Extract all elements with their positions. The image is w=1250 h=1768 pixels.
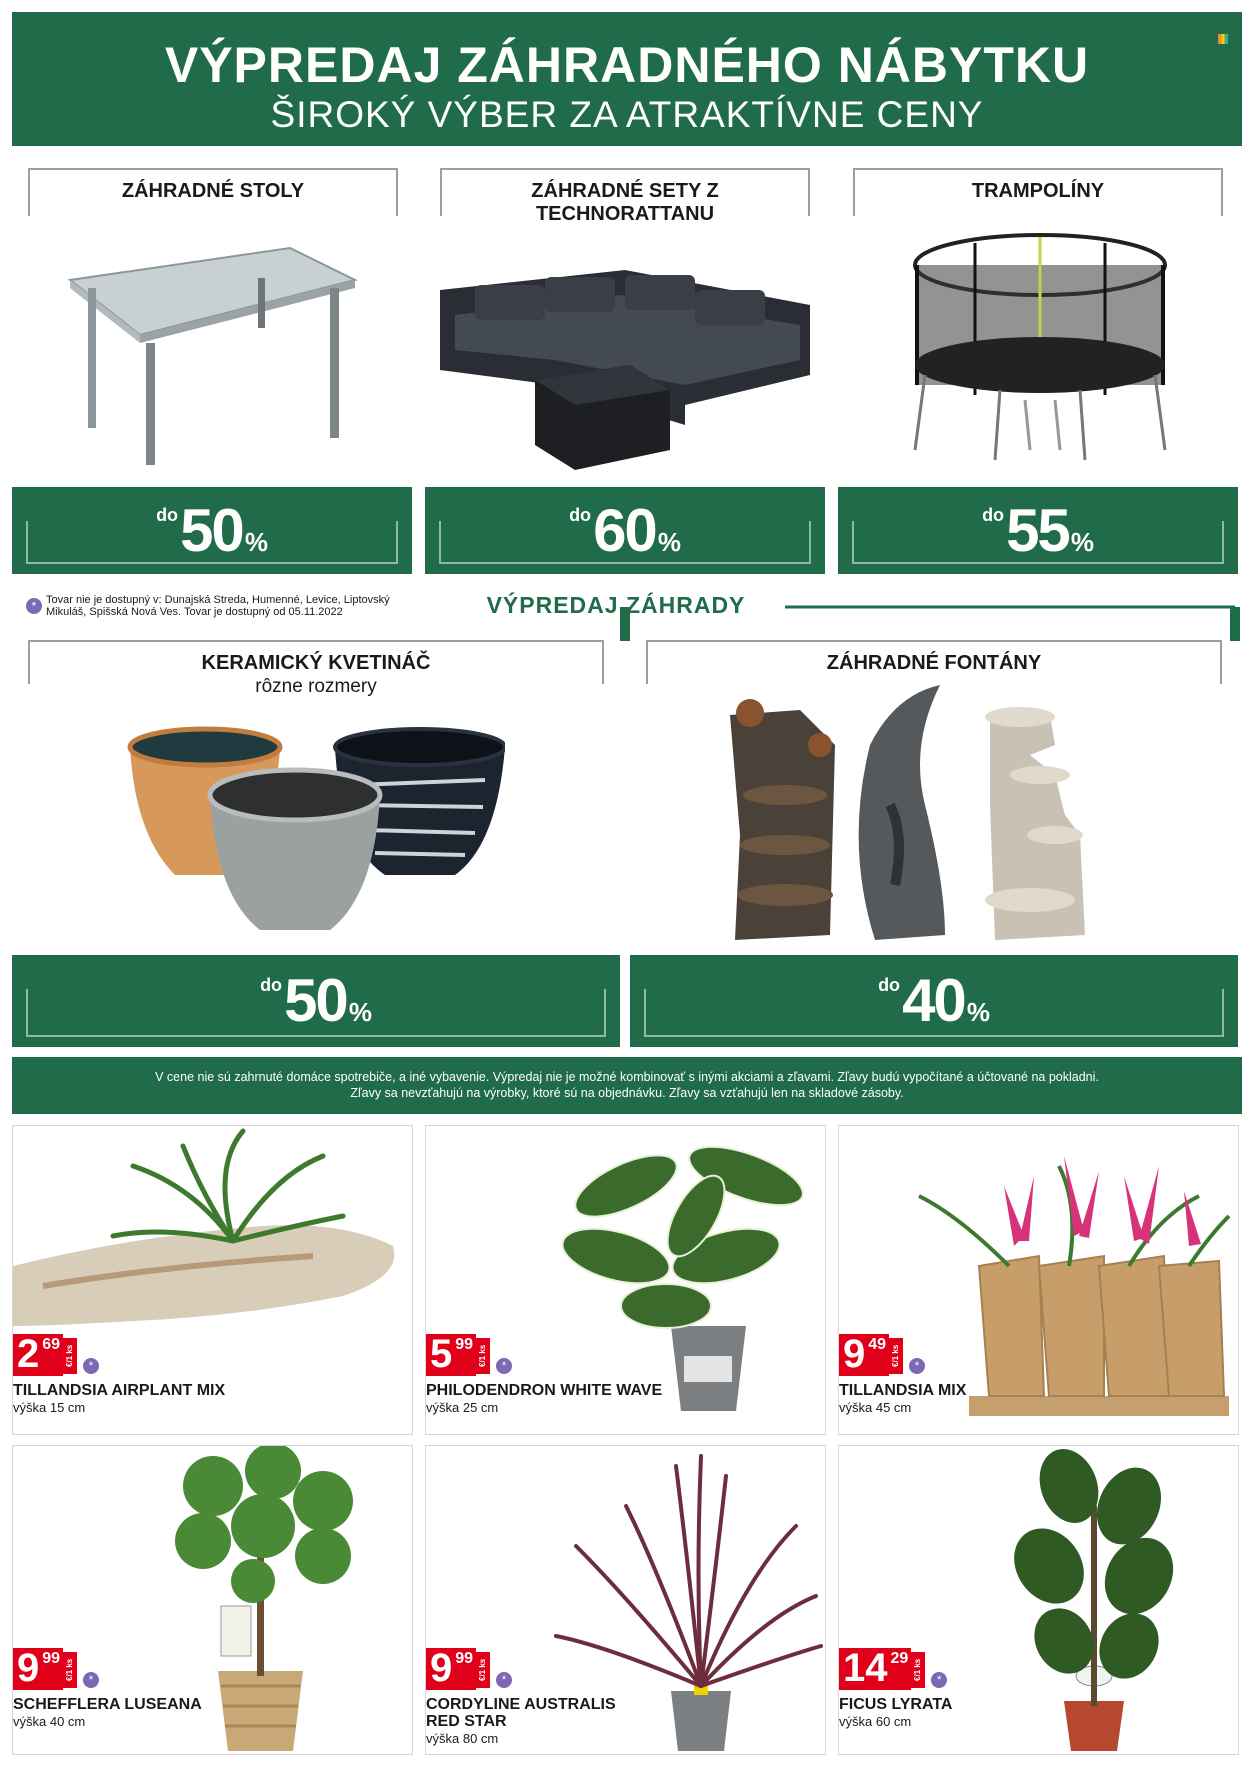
product-height: výška 40 cm: [13, 1714, 86, 1729]
terms-info-bar: [12, 1057, 1242, 1114]
price-tag: [13, 1648, 99, 1690]
price-integer: 9: [426, 1648, 454, 1690]
star-icon: *: [496, 1672, 512, 1688]
star-icon: *: [931, 1672, 947, 1688]
product-name: SCHEFFLERA LUSEANA: [13, 1696, 202, 1713]
price-integer: 9: [839, 1334, 867, 1376]
product-card-philodendron: [425, 1125, 826, 1435]
garden-section-title: VÝPREDAJ ZÁHRADY: [486, 592, 746, 618]
price-cents: 49: [868, 1336, 887, 1353]
category-title-tables: ZÁHRADNÉ STOLY: [28, 168, 398, 216]
price-tag: [839, 1334, 925, 1376]
price-unit: €/1 ks: [476, 1338, 490, 1374]
discount-value: 55: [1006, 497, 1069, 564]
price-cents: 99: [455, 1336, 474, 1353]
country-flag-icon: [1218, 34, 1228, 44]
discount-value: 60: [593, 497, 656, 564]
discount-box-tables: do50%: [12, 487, 412, 574]
star-icon: *: [83, 1358, 99, 1374]
product-card-tillandsia-airplant: [12, 1125, 413, 1435]
product-height: výška 80 cm: [426, 1731, 499, 1746]
trampoline-image: [905, 225, 1175, 465]
price-integer: 2: [13, 1334, 41, 1376]
page-title: VÝPREDAJ ZÁHRADNÉHO NÁBYTKU: [164, 37, 1090, 93]
price-cents: 29: [890, 1650, 909, 1667]
category-title-fountains: ZÁHRADNÉ FONTÁNY: [646, 640, 1222, 684]
price-cents: 99: [455, 1650, 474, 1667]
philodendron-image: [426, 1126, 826, 1426]
product-card-schefflera: [12, 1445, 413, 1755]
availability-note: Tovar nie je dostupný v: Dunajská Streda, Humenné, Levice, Liptovský Mikuláš, Spišská Nová Ves. Tovar je dostupný od 05.11.2022: [46, 594, 390, 618]
product-height: výška 60 cm: [839, 1714, 912, 1729]
discount-box-trampolines: do55%: [838, 487, 1238, 574]
price-tag: [426, 1334, 512, 1376]
price-cents: 99: [42, 1650, 61, 1667]
price-tag: [426, 1648, 512, 1690]
discount-box-rattan-sets: do60%: [425, 487, 825, 574]
product-name: TILLANDSIA MIX: [839, 1382, 967, 1399]
price-integer: 9: [13, 1648, 41, 1690]
discount-box-fountains: do40%: [630, 955, 1238, 1047]
header-banner: [12, 12, 1242, 146]
note-star-icon: *: [26, 598, 42, 614]
price-cents: 69: [42, 1336, 61, 1353]
price-tag: [839, 1648, 947, 1690]
product-name: CORDYLINE AUSTRALIS RED STAR: [426, 1696, 616, 1730]
product-height: výška 25 cm: [426, 1400, 499, 1415]
star-icon: *: [909, 1358, 925, 1374]
product-card-tillandsia-mix: [838, 1125, 1239, 1435]
garden-fountains-image: [710, 685, 1110, 945]
tillandsia-mix-image: [839, 1126, 1239, 1426]
category-title-ceramic-pot: KERAMICKÝ KVETINÁČ rôzne rozmery: [28, 640, 604, 684]
page-subtitle: ŠIROKÝ VÝBER ZA ATRAKTÍVNE CENY: [270, 94, 984, 135]
ceramic-pots-image: [125, 725, 505, 940]
discount-box-ceramic-pot: do50%: [12, 955, 620, 1047]
star-icon: *: [83, 1672, 99, 1688]
product-card-cordyline: [425, 1445, 826, 1755]
discount-value: 50: [284, 967, 347, 1034]
price-unit: €/1 ks: [63, 1338, 77, 1374]
price-tag: [13, 1334, 99, 1376]
terms-line-2: Zľavy sa nevzťahujú na výrobky, ktoré sú na objednávku. Zľavy sa vzťahujú len na skladové zásoby.: [350, 1086, 904, 1100]
category-title-trampolines: TRAMPOLÍNY: [853, 168, 1223, 216]
product-name: FICUS LYRATA: [839, 1696, 953, 1713]
price-integer: 5: [426, 1334, 454, 1376]
garden-table-image: [60, 240, 360, 470]
terms-line-1: V cene nie sú zahrnuté domáce spotrebiče, a iné vybavenie. Výpredaj nie je možné kombinovať s inými akciami a zľavami. Zľavy budú vypočítané a účtované na pokladni.: [155, 1070, 1099, 1084]
discount-value: 40: [902, 967, 965, 1034]
product-name: PHILODENDRON WHITE WAVE: [426, 1382, 663, 1399]
category-title-rattan-sets: ZÁHRADNÉ SETY Z TECHNORATTANU: [440, 168, 810, 216]
discount-value: 50: [180, 497, 243, 564]
rattan-set-image: [435, 265, 815, 470]
price-unit: €/1 ks: [63, 1652, 77, 1688]
price-unit: €/1 ks: [889, 1338, 903, 1374]
price-unit: €/1 ks: [911, 1652, 925, 1688]
star-icon: *: [496, 1358, 512, 1374]
product-card-ficus-lyrata: [838, 1445, 1239, 1755]
product-height: výška 45 cm: [839, 1400, 912, 1415]
price-integer: 14: [839, 1648, 890, 1690]
price-unit: €/1 ks: [476, 1652, 490, 1688]
product-height: výška 15 cm: [13, 1400, 86, 1415]
product-name: TILLANDSIA AIRPLANT MIX: [13, 1382, 226, 1399]
